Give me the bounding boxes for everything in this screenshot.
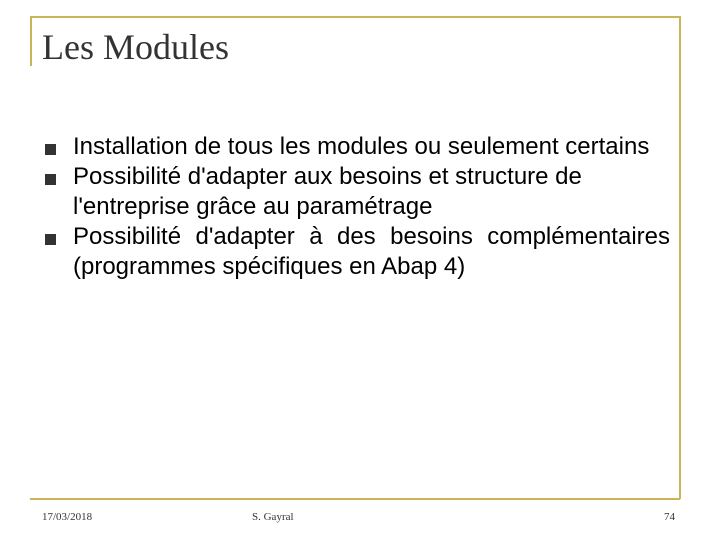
bullet-list <box>42 132 670 282</box>
slide-title: Les Modules <box>42 27 229 67</box>
frame-bottom-line <box>30 498 680 500</box>
footer-date: 17/03/2018 <box>42 511 93 523</box>
bullet-text: Installation de tous les modules ou seulement certains <box>73 133 650 160</box>
bullet-text: Possibilité d'adapter à des besoins complémentaires (programmes spécifiques en Abap 4) <box>73 223 670 280</box>
square-bullet-icon <box>45 144 56 155</box>
bullet-item <box>42 222 670 282</box>
square-bullet-icon <box>45 174 56 185</box>
footer-page-number: 74 <box>664 511 675 523</box>
bullet-item <box>42 132 670 162</box>
frame-right-line <box>679 16 681 499</box>
square-bullet-icon <box>45 234 56 245</box>
frame-left-line <box>30 16 32 66</box>
bullet-item <box>42 162 670 222</box>
bullet-text: Possibilité d'adapter aux besoins et structure de l'entreprise grâce au paramétrage <box>73 163 582 220</box>
footer-author: S. Gayral <box>252 511 294 523</box>
frame-top-line <box>30 16 680 18</box>
